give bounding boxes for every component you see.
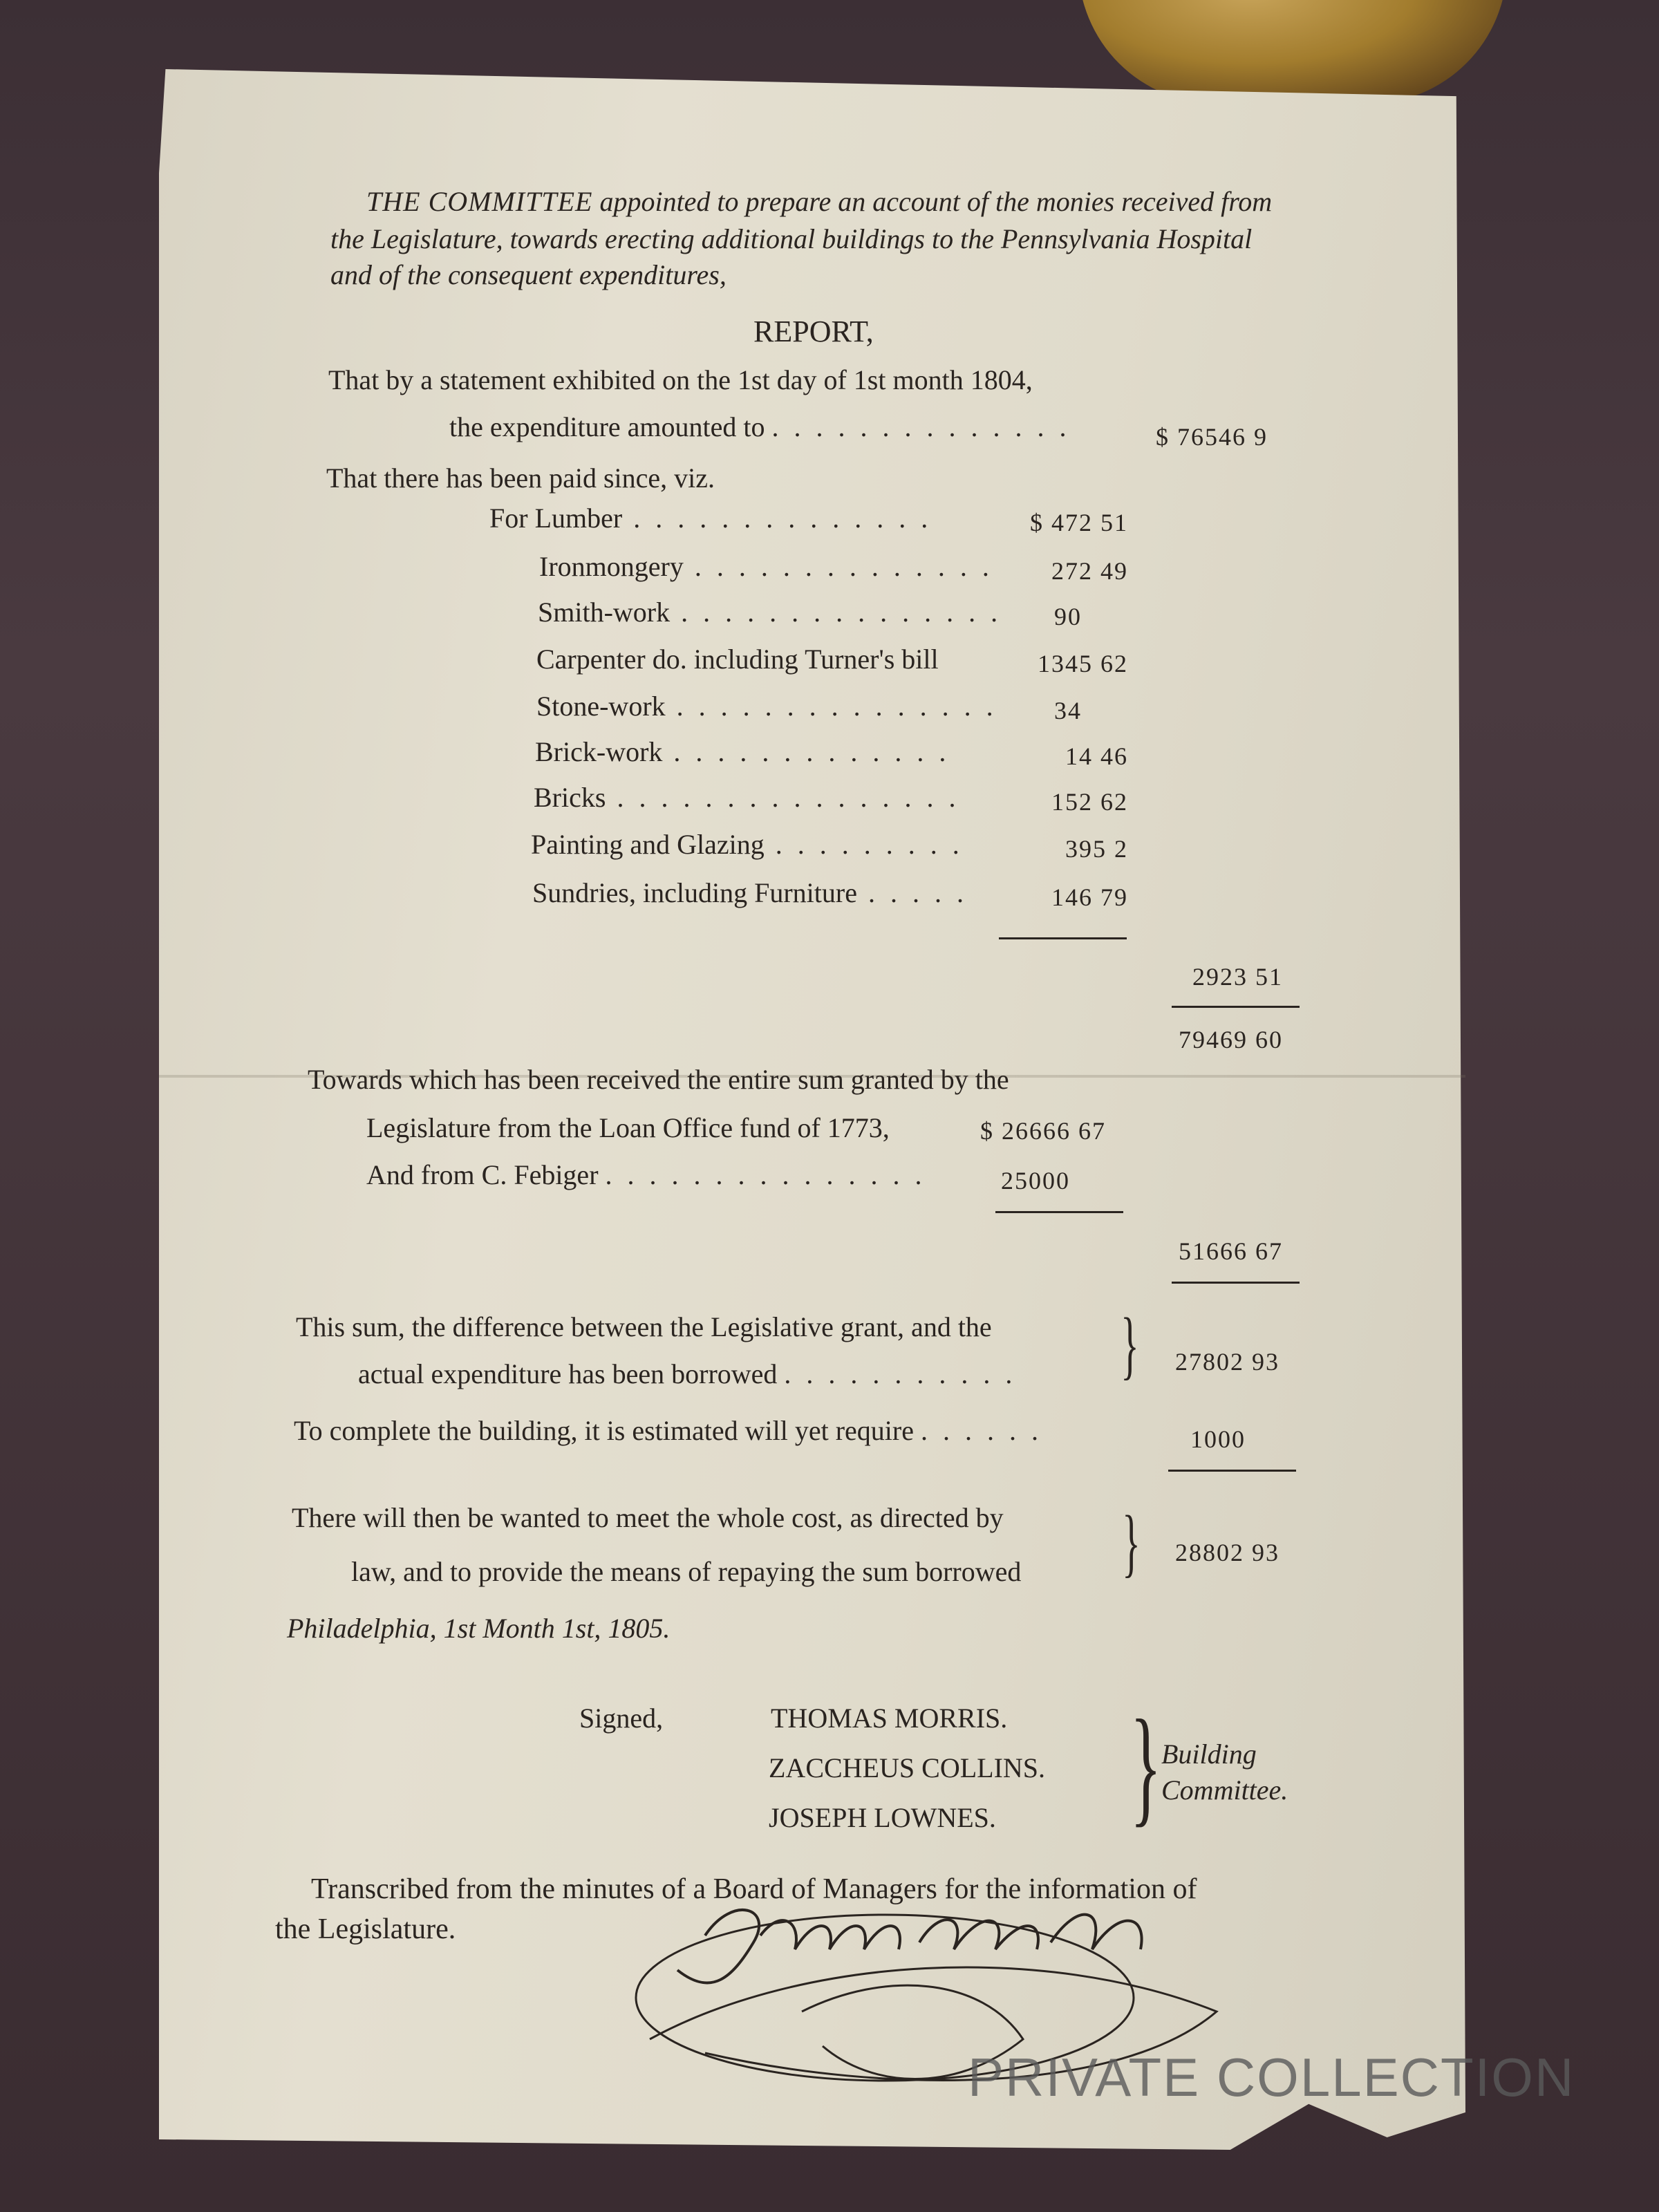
expense-label: Carpenter do. including Turner's bill: [536, 644, 939, 675]
signed-label: Signed,: [579, 1703, 664, 1734]
expense-label: Stone-work . . . . . . . . . . . . . . .: [536, 691, 997, 722]
borrowed-line-2: actual expenditure has been borrowed . . . . . . . . . . .: [358, 1358, 1017, 1389]
complete-amount: 1000: [1190, 1425, 1246, 1453]
expense-amount: 14 46: [1065, 742, 1128, 770]
leader-dots: . . . . .: [856, 877, 968, 908]
brace-committee: }: [1130, 1694, 1162, 1839]
received-line-3: And from C. Febiger . . . . . . . . . . . . . . .: [366, 1159, 926, 1190]
subtotal-rule: [1172, 1006, 1300, 1008]
intro-line-2: the Legislature, towards erecting additional buildings to the Pennsylvania Hospital: [330, 223, 1253, 254]
complete-rule: [1168, 1470, 1296, 1472]
expense-amount: $ 472 51: [1030, 509, 1128, 536]
received-line-2-amount: $ 26666 67: [980, 1117, 1106, 1145]
received-total: 51666 67: [1179, 1237, 1283, 1265]
received-line-1: Towards which has been received the entire sum granted by the: [308, 1064, 1009, 1095]
expense-label: Sundries, including Furniture . . . . .: [532, 877, 968, 908]
expense-sum-rule: [999, 937, 1127, 939]
received-line-2: Legislature from the Loan Office fund of 1773,: [366, 1112, 890, 1143]
leader-dots: . . . . . . . . .: [764, 829, 964, 860]
leader-dots: . . . . . . . . . . . . . .: [771, 411, 1071, 442]
expense-amount: 90: [1054, 603, 1082, 630]
brace-borrowed: }: [1121, 1302, 1139, 1387]
expense-amount: 1345 62: [1038, 650, 1128, 677]
complete-line: To complete the building, it is estimated will yet require . . . . . .: [294, 1415, 1042, 1446]
wanted-line-1: There will then be wanted to meet the whole cost, as directed by: [292, 1502, 1004, 1533]
statement-amount: $ 76546 9: [1156, 423, 1268, 451]
statement-line-2: the expenditure amounted to . . . . . . . . . . . . . .: [449, 411, 1071, 442]
watermark-text: PRIVATE COLLECTION: [968, 2047, 1575, 2108]
signer-2: ZACCHEUS COLLINS.: [769, 1752, 1046, 1783]
expense-label: Brick-work . . . . . . . . . . . . .: [535, 736, 950, 767]
expense-amount: 34: [1054, 697, 1082, 724]
received-rule: [995, 1211, 1123, 1213]
wanted-line-2: law, and to provide the means of repaying the sum borrowed: [351, 1556, 1022, 1587]
expense-amount: 146 79: [1051, 883, 1128, 911]
expense-amount: 395 2: [1065, 835, 1128, 863]
committee-label-1: Building: [1161, 1738, 1257, 1770]
transcribed-line-1: Transcribed from the minutes of a Board of Managers for the information of: [311, 1873, 1197, 1905]
leader-dots: . . . . . . . . . . . . . . . .: [606, 782, 960, 813]
expense-amount: 272 49: [1051, 557, 1128, 585]
expense-label: Painting and Glazing . . . . . . . . .: [531, 829, 964, 860]
intro-lead: THE COMMITTEE: [366, 186, 593, 217]
paid-intro: That there has been paid since, viz.: [326, 462, 715, 494]
leader-dots: . . . . . .: [921, 1415, 1042, 1446]
leader-dots: . . . . . . . . . . .: [784, 1358, 1017, 1389]
leader-dots: . . . . . . . . . . . . . . .: [670, 597, 1002, 628]
received-line-3-amount: 25000: [1001, 1167, 1070, 1194]
brace-wanted: }: [1122, 1500, 1141, 1584]
expense-amount: 152 62: [1051, 788, 1128, 816]
expense-label: For Lumber . . . . . . . . . . . . . .: [489, 503, 932, 534]
total-expenditure-amount: 79469 60: [1179, 1026, 1283, 1053]
signer-1: THOMAS MORRIS.: [771, 1703, 1008, 1734]
expense-label: Bricks . . . . . . . . . . . . . . . .: [534, 782, 960, 813]
expense-label: Smith-work . . . . . . . . . . . . . . .: [538, 597, 1002, 628]
committee-label-2: Committee.: [1161, 1774, 1288, 1806]
borrowed-amount: 27802 93: [1175, 1348, 1280, 1376]
subtotal-amount: 2923 51: [1192, 963, 1283, 991]
intro-line-3: and of the consequent expenditures,: [330, 259, 727, 290]
received-total-rule: [1172, 1282, 1300, 1284]
signer-3: JOSEPH LOWNES.: [769, 1802, 996, 1833]
leader-dots: . . . . . . . . . . . . . . .: [605, 1159, 926, 1190]
statement-line-1: That by a statement exhibited on the 1st day of 1st month 1804,: [328, 364, 1033, 395]
amber-glass-object: [1078, 0, 1507, 104]
report-heading: REPORT,: [753, 315, 874, 348]
transcribed-line-2: the Legislature.: [275, 1913, 456, 1945]
leader-dots: . . . . . . . . . . . . . . .: [665, 691, 997, 722]
intro-line-1-rest: appointed to prepare an account of the monies received from: [599, 186, 1273, 217]
leader-dots: . . . . . . . . . . . . . .: [683, 551, 993, 582]
intro-line-1: [366, 188, 1272, 216]
wanted-amount: 28802 93: [1175, 1539, 1280, 1566]
expense-label: Ironmongery . . . . . . . . . . . . . .: [539, 551, 993, 582]
borrowed-line-1: This sum, the difference between the Legislative grant, and the: [296, 1311, 992, 1342]
leader-dots: . . . . . . . . . . . . .: [662, 736, 950, 767]
leader-dots: . . . . . . . . . . . . . .: [622, 503, 932, 534]
date-line: Philadelphia, 1st Month 1st, 1805.: [287, 1613, 671, 1644]
